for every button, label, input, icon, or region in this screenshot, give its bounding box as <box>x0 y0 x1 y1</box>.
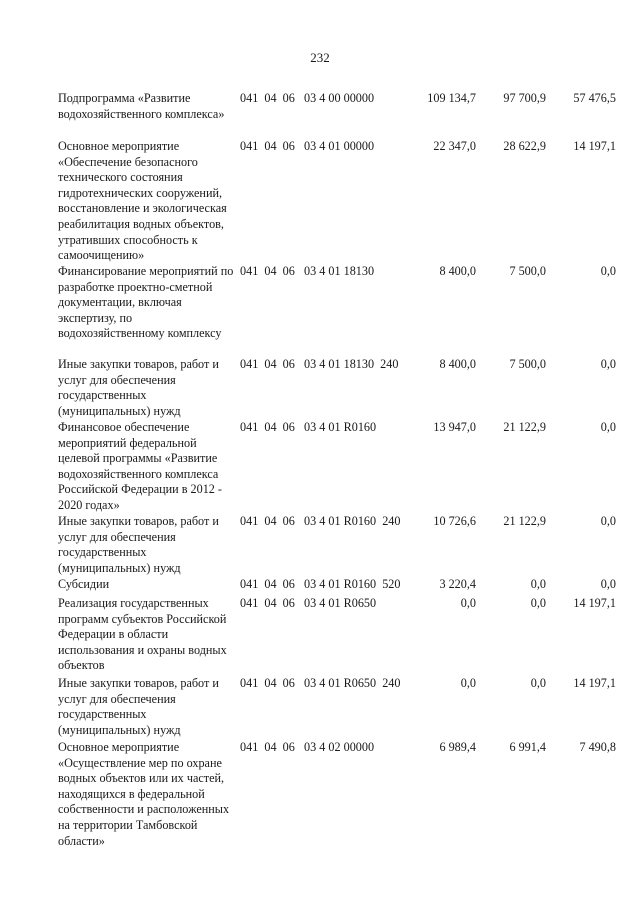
row-name: Основное мероприятие «Осуществление мер по охране водных объектов или их частей, находящихся в федеральной собственности и расположенных на территории Тамбовской области» <box>58 740 230 848</box>
row-value-3: 0,0 <box>600 264 616 278</box>
row-value-2: 97 700,9 <box>503 91 546 105</box>
row-value-1: 13 947,0 <box>433 420 476 434</box>
row-name: Иные закупки товаров, работ и услуг для обеспечения государственных (муниципальных) нужд <box>58 676 219 737</box>
row-value-1: 8 400,0 <box>439 357 476 371</box>
row-value-2: 7 500,0 <box>509 357 546 371</box>
row-name: Финансовое обеспечение мероприятий федеральной целевой программы «Развитие водохозяйственного комплекса Российской Федерации в 2012 - 2020 годах» <box>58 420 222 512</box>
row-value-3: 0,0 <box>600 577 616 591</box>
row-name: Основное мероприятие «Обеспечение безопасного технического состояния гидротехнических сооружений, восстановление и экологическая реабилитация водных объектов, утративших способность к самоочищению» <box>58 139 227 263</box>
row-code: 041 04 06 03 4 01 R0650 240 <box>240 676 401 690</box>
row-code: 041 04 06 03 4 01 R0160 520 <box>240 577 401 591</box>
row-code: 041 04 06 03 4 01 00000 <box>240 139 375 153</box>
row-code: 041 04 06 03 4 01 18130 240 <box>240 357 399 371</box>
row-value-1: 8 400,0 <box>439 264 476 278</box>
row-code: 041 04 06 03 4 02 00000 <box>240 740 375 754</box>
row-name: Подпрограмма «Развитие водохозяйственного комплекса» <box>58 91 225 121</box>
row-value-2: 6 991,4 <box>509 740 546 754</box>
page-number: 232 <box>310 50 330 65</box>
row-value-3: 0,0 <box>600 514 616 528</box>
row-value-1: 22 347,0 <box>433 139 476 153</box>
row-value-2: 7 500,0 <box>509 264 546 278</box>
row-value-3: 57 476,5 <box>573 91 616 105</box>
row-value-3: 7 490,8 <box>579 740 616 754</box>
row-value-3: 0,0 <box>600 357 616 371</box>
row-name: Субсидии <box>58 577 110 591</box>
row-code: 041 04 06 03 4 01 R0160 <box>240 420 377 434</box>
row-name: Иные закупки товаров, работ и услуг для обеспечения государственных (муниципальных) нужд <box>58 357 219 418</box>
row-value-2: 0,0 <box>530 596 546 610</box>
row-code: 041 04 06 03 4 01 R0650 <box>240 596 377 610</box>
row-value-2: 28 622,9 <box>503 139 546 153</box>
row-value-3: 14 197,1 <box>573 139 616 153</box>
row-name: Реализация государственных программ субъектов Российской Федерации в области использования и охраны водных объектов <box>58 596 227 673</box>
row-value-2: 21 122,9 <box>503 420 546 434</box>
row-value-1: 0,0 <box>460 676 476 690</box>
row-value-1: 0,0 <box>460 596 476 610</box>
row-code: 041 04 06 03 4 01 R0160 240 <box>240 514 401 528</box>
row-code: 041 04 06 03 4 01 18130 <box>240 264 375 278</box>
row-value-2: 0,0 <box>530 577 546 591</box>
row-name: Финансирование мероприятий по разработке проектно-сметной документации, включая экспертизу, по водохозяйственному комплексу <box>58 264 234 341</box>
row-value-2: 0,0 <box>530 676 546 690</box>
row-value-1: 109 134,7 <box>427 91 476 105</box>
row-value-2: 21 122,9 <box>503 514 546 528</box>
row-code: 041 04 06 03 4 00 00000 <box>240 91 375 105</box>
row-name: Иные закупки товаров, работ и услуг для обеспечения государственных (муниципальных) нужд <box>58 514 219 575</box>
row-value-1: 10 726,6 <box>433 514 476 528</box>
row-value-3: 0,0 <box>600 420 616 434</box>
row-value-3: 14 197,1 <box>573 596 616 610</box>
row-value-3: 14 197,1 <box>573 676 616 690</box>
row-value-1: 6 989,4 <box>439 740 476 754</box>
row-value-1: 3 220,4 <box>439 577 476 591</box>
